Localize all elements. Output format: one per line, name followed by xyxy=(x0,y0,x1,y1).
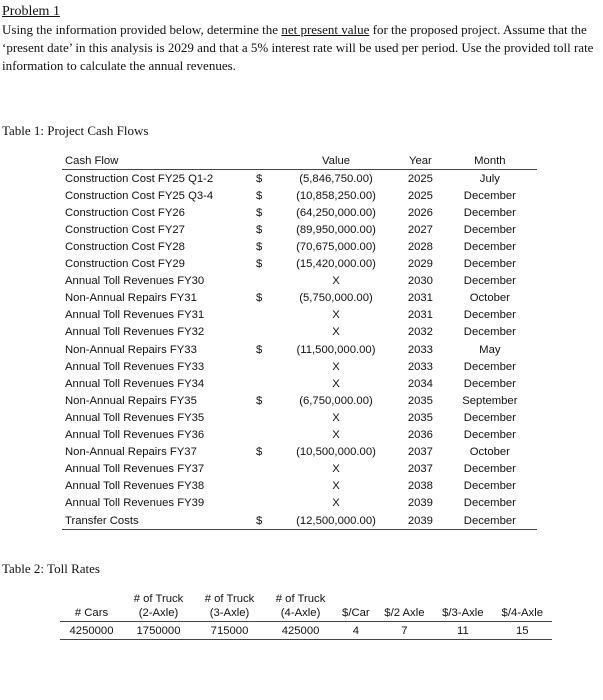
year-cell: 2034 xyxy=(407,377,433,390)
table-row xyxy=(62,427,537,444)
year-cell: 2037 xyxy=(407,446,433,459)
cash-flow-cell: Annual Toll Revenues FY38 xyxy=(65,480,205,493)
currency-cell: $ xyxy=(256,446,263,459)
toll-header-cell xyxy=(376,592,434,622)
cash-flow-cell: Non-Annual Repairs FY37 xyxy=(65,446,197,459)
toll-header-line1 xyxy=(336,592,376,606)
cash-flow-cell: Annual Toll Revenues FY36 xyxy=(65,429,205,442)
currency-cell xyxy=(244,375,274,392)
table-row xyxy=(62,170,537,188)
table1-caption: Table 1: Project Cash Flows xyxy=(2,123,149,138)
toll-value-cell: 715000 xyxy=(194,622,265,640)
currency-cell xyxy=(244,324,274,341)
cash-flow-cell: Construction Cost FY29 xyxy=(65,258,185,271)
year-cell: 2035 xyxy=(407,411,433,424)
cash-flow-cell: Annual Toll Revenues FY31 xyxy=(65,309,205,322)
table-row xyxy=(62,392,537,409)
value-cell: X xyxy=(332,326,340,339)
table-row xyxy=(62,375,537,392)
problem-title: Problem 1 xyxy=(2,4,60,19)
value-cell: (5,750,000.00) xyxy=(299,292,373,305)
toll-header-line1: # of Truck xyxy=(204,593,255,605)
month-cell: December xyxy=(463,411,516,424)
toll-header-cell xyxy=(194,592,265,622)
month-cell: October xyxy=(469,446,510,459)
year-cell: 2030 xyxy=(407,275,433,288)
currency-cell xyxy=(244,409,274,426)
table-row xyxy=(62,187,537,204)
currency-cell xyxy=(244,461,274,478)
value-cell: X xyxy=(332,309,340,322)
problem-statement xyxy=(2,21,600,75)
cash-flow-cell: Annual Toll Revenues FY33 xyxy=(65,360,205,373)
toll-value-cell: 1750000 xyxy=(123,622,194,640)
value-cell: X xyxy=(332,480,340,493)
table-row xyxy=(62,444,537,461)
table-row xyxy=(62,290,537,307)
table-row xyxy=(62,204,537,221)
cash-flow-cell: Annual Toll Revenues FY35 xyxy=(65,411,205,424)
month-cell: October xyxy=(469,292,510,305)
value-cell: (10,500,000.00) xyxy=(296,446,376,459)
toll-header-cell xyxy=(433,592,492,622)
month-cell: December xyxy=(463,497,516,510)
month-cell: May xyxy=(479,343,501,356)
currency-cell: $ xyxy=(256,241,263,254)
header-value: Value xyxy=(274,152,398,170)
year-cell: 2029 xyxy=(407,258,433,271)
cash-flow-cell: Construction Cost FY28 xyxy=(65,241,185,254)
toll-header-line2: (3-Axle) xyxy=(209,607,250,619)
table-row xyxy=(62,341,537,358)
year-cell: 2036 xyxy=(407,429,433,442)
year-cell: 2039 xyxy=(407,497,433,510)
problem-text-underlined: net present value xyxy=(281,22,370,37)
cash-flow-cell: Construction Cost FY25 Q3-4 xyxy=(65,189,214,202)
toll-value-cell: 4 xyxy=(336,622,376,640)
cash-flow-cell: Annual Toll Revenues FY30 xyxy=(65,275,205,288)
year-cell: 2026 xyxy=(407,206,433,219)
currency-cell xyxy=(244,427,274,444)
header-currency xyxy=(244,152,274,170)
table-row xyxy=(62,478,537,495)
year-cell: 2035 xyxy=(407,394,433,407)
value-cell: X xyxy=(332,360,340,373)
table-row xyxy=(62,495,537,512)
header-month: Month xyxy=(443,152,537,170)
year-cell: 2038 xyxy=(407,480,433,493)
currency-cell xyxy=(244,358,274,375)
problem-text-part: Using the information provided below, determine the xyxy=(2,22,282,37)
toll-header-line1 xyxy=(376,592,434,606)
value-cell: (12,500,000.00) xyxy=(274,512,398,530)
month-cell: July xyxy=(479,172,500,185)
cash-flow-cell: Annual Toll Revenues FY39 xyxy=(65,497,205,510)
table-row xyxy=(62,307,537,324)
toll-value-cell: 4250000 xyxy=(60,622,123,640)
header-cash-flow: Cash Flow xyxy=(62,152,244,170)
currency-cell: $ xyxy=(256,394,263,407)
toll-header-line2: $/3-Axle xyxy=(442,607,484,619)
value-cell: (89,950,000.00) xyxy=(296,223,376,236)
month-cell: December xyxy=(463,480,516,493)
currency-cell xyxy=(244,478,274,495)
table-row xyxy=(62,324,537,341)
month-cell: December xyxy=(463,189,516,202)
cash-flow-table xyxy=(62,152,537,530)
value-cell: (6,750,000.00) xyxy=(299,394,373,407)
cash-flow-cell: Transfer Costs xyxy=(62,512,244,530)
value-cell: (5,846,750.00) xyxy=(299,172,373,185)
year-cell: 2027 xyxy=(407,223,433,236)
currency-cell: $ xyxy=(256,172,263,185)
table-header-row xyxy=(62,152,537,170)
year-cell: 2028 xyxy=(407,241,433,254)
table-row xyxy=(62,273,537,290)
currency-cell: $ xyxy=(256,343,263,356)
value-cell: X xyxy=(332,429,340,442)
currency-cell: $ xyxy=(256,292,263,305)
table-row xyxy=(62,512,537,530)
currency-cell: $ xyxy=(256,258,263,271)
toll-value-cell: 15 xyxy=(493,622,552,640)
currency-cell: $ xyxy=(256,206,263,219)
value-cell: (10,858,250.00) xyxy=(296,189,376,202)
currency-cell: $ xyxy=(256,189,263,202)
value-cell: (64,250,000.00) xyxy=(296,206,376,219)
toll-header-cell xyxy=(336,592,376,622)
value-cell: X xyxy=(332,377,340,390)
year-cell: 2033 xyxy=(407,360,433,373)
value-cell: X xyxy=(332,411,340,424)
table-row xyxy=(62,409,537,426)
value-cell: (11,500,000.00) xyxy=(296,343,376,356)
cash-flow-cell: Construction Cost FY27 xyxy=(65,223,185,236)
cash-flow-cell: Construction Cost FY26 xyxy=(65,206,185,219)
toll-header-line1 xyxy=(493,592,552,606)
year-cell: 2031 xyxy=(407,309,433,322)
month-cell: December xyxy=(463,429,516,442)
month-cell: December xyxy=(463,377,516,390)
toll-header-line2: (4-Axle) xyxy=(280,607,321,619)
currency-cell xyxy=(244,495,274,512)
value-cell: X xyxy=(332,497,340,510)
year-cell: 2025 xyxy=(407,189,433,202)
month-cell: December xyxy=(463,360,516,373)
toll-header-line2: (2-Axle) xyxy=(138,607,179,619)
month-cell: September xyxy=(462,394,518,407)
month-cell: December xyxy=(443,512,537,530)
currency-cell: $ xyxy=(256,223,263,236)
toll-rates-table xyxy=(60,592,552,640)
table2-caption: Table 2: Toll Rates xyxy=(2,561,100,576)
cash-flow-cell: Annual Toll Revenues FY32 xyxy=(65,326,205,339)
year-cell: 2032 xyxy=(407,326,433,339)
year-cell: 2025 xyxy=(407,172,433,185)
currency-cell: $ xyxy=(244,512,274,530)
cash-flow-cell: Non-Annual Repairs FY31 xyxy=(65,292,197,305)
table-row xyxy=(62,238,537,255)
toll-header-cell xyxy=(123,592,194,622)
cash-flow-cell: Non-Annual Repairs FY33 xyxy=(65,343,197,356)
problem-text-part: for the proposed project. Assume that the ‘present date’ in this analysis is 2029 and that a 5% interest rate will be used per period. Use the provided toll rate information to calculate the annual revenues. xyxy=(2,22,594,73)
toll-header-line1: # of Truck xyxy=(275,593,326,605)
toll-header-line2: $/4-Axle xyxy=(501,607,543,619)
month-cell: December xyxy=(463,326,516,339)
table-header-row xyxy=(60,592,552,622)
cash-flow-cell: Annual Toll Revenues FY37 xyxy=(65,463,205,476)
month-cell: December xyxy=(463,258,516,271)
toll-header-cell xyxy=(265,592,336,622)
year-cell: 2033 xyxy=(407,343,433,356)
table-row xyxy=(60,622,552,640)
toll-header-line1: # of Truck xyxy=(133,593,184,605)
header-year: Year xyxy=(398,152,443,170)
cash-flow-cell: Annual Toll Revenues FY34 xyxy=(65,377,205,390)
toll-header-line2: $/2 Axle xyxy=(384,607,425,619)
cash-flow-cell: Construction Cost FY25 Q1-2 xyxy=(65,172,214,185)
month-cell: December xyxy=(463,275,516,288)
table-row xyxy=(62,358,537,375)
month-cell: December xyxy=(463,463,516,476)
currency-cell xyxy=(244,273,274,290)
value-cell: (15,420,000.00) xyxy=(296,258,376,271)
toll-header-line2: # Cars xyxy=(74,607,109,619)
toll-header-line1 xyxy=(433,592,492,606)
toll-value-cell: 425000 xyxy=(265,622,336,640)
toll-value-cell: 7 xyxy=(376,622,434,640)
value-cell: (70,675,000.00) xyxy=(296,241,376,254)
month-cell: December xyxy=(463,206,516,219)
table-row xyxy=(62,256,537,273)
year-cell: 2039 xyxy=(398,512,443,530)
toll-header-line2: $/Car xyxy=(342,607,370,619)
value-cell: X xyxy=(332,463,340,476)
month-cell: December xyxy=(463,241,516,254)
toll-header-cell xyxy=(493,592,552,622)
table-row xyxy=(62,221,537,238)
month-cell: December xyxy=(463,309,516,322)
year-cell: 2037 xyxy=(407,463,433,476)
table-row xyxy=(62,461,537,478)
month-cell: December xyxy=(463,223,516,236)
cash-flow-cell: Non-Annual Repairs FY35 xyxy=(65,394,197,407)
currency-cell xyxy=(244,307,274,324)
value-cell: X xyxy=(332,275,340,288)
year-cell: 2031 xyxy=(407,292,433,305)
toll-value-cell: 11 xyxy=(433,622,492,640)
toll-header-cell xyxy=(60,592,123,622)
toll-header-line1 xyxy=(60,592,123,606)
